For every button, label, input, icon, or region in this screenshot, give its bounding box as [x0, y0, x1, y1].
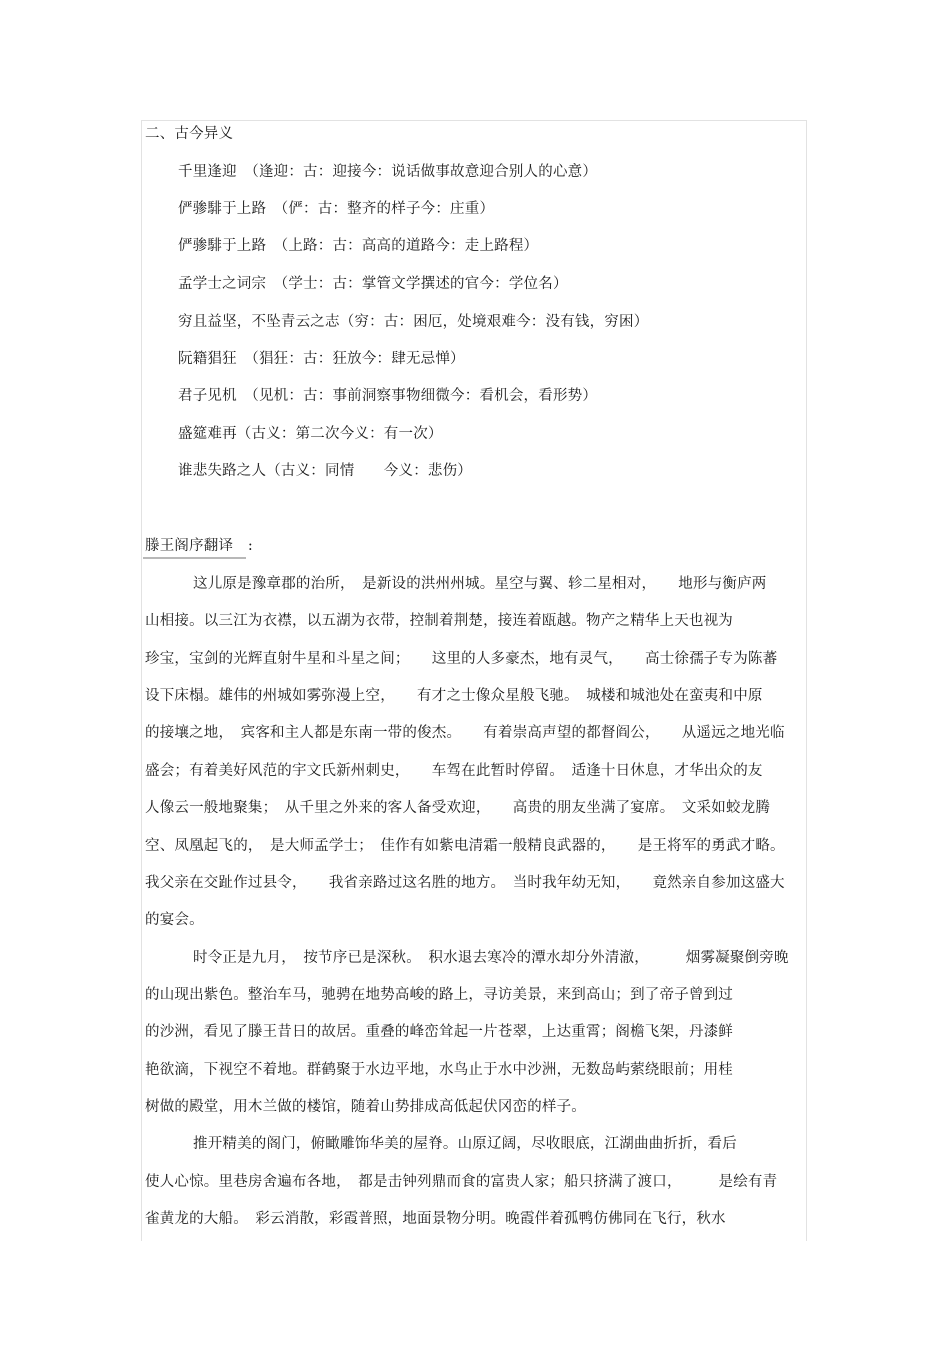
- translation-line: 艳欲滴，下视空不着地。群鹤聚于水边平地，水鸟止于水中沙洲，无数岛屿萦绕眼前；用桂: [145, 1062, 733, 1078]
- vocab-item: 阮籍猖狂 （猖狂：古：狂放今：肆无忌惮）: [178, 351, 465, 367]
- translation-title: 滕王阁序翻译 :: [145, 538, 253, 554]
- translation-line: 空、凤凰起飞的， 是大师孟学士； 佳作有如紫电清霜一般精良武器的， 是王将军的勇武才略。: [145, 838, 785, 854]
- vocab-item: 谁悲失路之人（古义：同情 今义：悲伤）: [178, 463, 472, 479]
- translation-line: 的宴会。: [145, 912, 204, 928]
- vocab-item: 穷且益坚，不坠青云之志（穷：古：困厄，处境艰难今：没有钱，穷困）: [178, 314, 649, 330]
- translation-line: 设下床榻。雄伟的州城如雾弥漫上空， 有才之士像众星般飞驰。 城楼和城池处在蛮夷和中原: [145, 688, 763, 704]
- translation-title-underline: [143, 557, 246, 559]
- vocab-item: 俨骖騑于上路 （上路：古：高高的道路今：走上路程）: [178, 238, 539, 254]
- translation-line: 的接壤之地， 宾客和主人都是东南一带的俊杰。 有着崇高声望的都督阎公， 从遥远之地光临: [145, 725, 785, 741]
- translation-line: 这儿原是豫章郡的治所， 是新设的洪州州城。星空与翼、轸二星相对， 地形与衡庐两: [193, 576, 767, 592]
- translation-line: 使人心惊。里巷房舍遍布各地， 都是击钟列鼎而食的富贵人家；船只挤满了渡口， 是绘有青: [145, 1174, 778, 1190]
- translation-line: 我父亲在交趾作过县令， 我省亲路过这名胜的地方。 当时我年幼无知， 竟然亲自参加这盛大: [145, 875, 785, 891]
- translation-line: 的山现出紫色。整治车马，驰骋在地势高峻的路上，寻访美景，来到高山；到了帝子曾到过: [145, 987, 733, 1003]
- translation-line: 珍宝，宝剑的光辉直射牛星和斗星之间； 这里的人多豪杰，地有灵气， 高士徐孺子专为陈蕃: [145, 651, 778, 667]
- vocab-item: 俨骖騑于上路 （俨：古：整齐的样子今：庄重）: [178, 201, 495, 217]
- translation-line: 时令正是九月， 按节序已是深秋。 积水退去寒冷的潭水却分外清澈， 烟雾凝聚倒旁晚: [193, 950, 789, 966]
- translation-line: 雀黄龙的大船。 彩云消散，彩霞普照，地面景物分明。晚霞伴着孤鸭仿佛同在飞行，秋水: [145, 1211, 726, 1227]
- translation-line: 的沙洲，看见了滕王昔日的故居。重叠的峰峦耸起一片苍翠，上达重霄；阁檐飞架，丹漆鲜: [145, 1024, 733, 1040]
- vocab-item: 千里逢迎 （逢迎：古：迎接今：说话做事故意迎合别人的心意）: [178, 164, 598, 180]
- translation-line: 树做的殿堂，用木兰做的楼馆，随着山势排成高低起伏冈峦的样子。: [145, 1099, 586, 1115]
- translation-line: 山相接。以三江为衣襟，以五湖为衣带，控制着荆楚，接连着瓯越。物产之精华上天也视为: [145, 613, 733, 629]
- vocab-item: 孟学士之词宗 （学士：古：掌管文学撰述的官今：学位名）: [178, 276, 568, 292]
- vocab-item: 君子见机 （见机：古：事前洞察事物细微今：看机会，看形势）: [178, 388, 598, 404]
- translation-line: 人像云一般地聚集； 从千里之外来的客人备受欢迎， 高贵的朋友坐满了宴席。 文采如蛟龙腾: [145, 800, 771, 816]
- translation-line: 盛会；有着美好风范的宇文氏新州刺史， 车驾在此暂时停留。 适逢十日休息，才华出众的友: [145, 763, 763, 779]
- translation-line: 推开精美的阁门，俯瞰雕饰华美的屋脊。山原辽阔，尽收眼底，江湖曲曲折折，看后: [193, 1136, 737, 1152]
- vocab-item: 盛筵难再（古义：第二次今义：有一次）: [178, 426, 443, 442]
- section-title: 二、古今异义: [145, 126, 234, 142]
